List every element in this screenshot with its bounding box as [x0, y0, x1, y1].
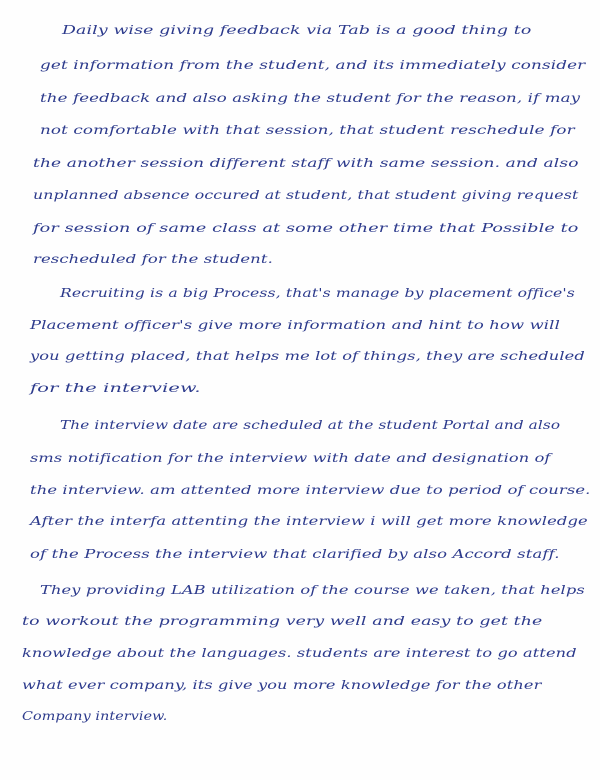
text-line: Placement officer's give more information and hint to how will	[30, 317, 560, 332]
text-line: the another session different staff with same session. and also	[33, 155, 579, 170]
text-line: unplanned absence occured at student, that student giving request	[33, 187, 579, 202]
text-line: get information from the student, and its immediately consider	[40, 57, 586, 72]
text-line: sms notification for the interview with date and designation of	[30, 450, 551, 465]
text-line: for the interview.	[30, 380, 201, 395]
text-line: not comfortable with that session, that student reschedule for	[40, 122, 575, 137]
text-line: The interview date are scheduled at the student Portal and also	[60, 417, 561, 432]
text-line: the interview. am attented more interview due to period of course.	[30, 482, 591, 497]
text-line: for session of same class at some other time that Possible to	[33, 220, 579, 235]
text-line: Recruiting is a big Process, that's manage by placement office's	[60, 285, 575, 300]
text-line: of the Process the interview that clarified by also Accord staff.	[30, 546, 560, 561]
text-line: They providing LAB utilization of the course we taken, that helps	[40, 582, 585, 597]
text-line: After the interfa attenting the interview i will get more knowledge	[30, 513, 588, 528]
text-line: Daily wise giving feedback via Tab is a good thing to	[62, 22, 532, 37]
text-line: the feedback and also asking the student for the reason, if may	[40, 90, 581, 105]
text-line: Company interview.	[22, 708, 168, 723]
text-line: what ever company, its give you more knowledge for the other	[22, 677, 542, 692]
text-line: rescheduled for the student.	[33, 251, 273, 266]
text-line: knowledge about the languages. students are interest to go attend	[22, 645, 577, 660]
text-line: you getting placed, that helps me lot of things, they are scheduled	[30, 348, 585, 363]
text-line: to workout the programming very well and easy to get the	[22, 613, 543, 628]
